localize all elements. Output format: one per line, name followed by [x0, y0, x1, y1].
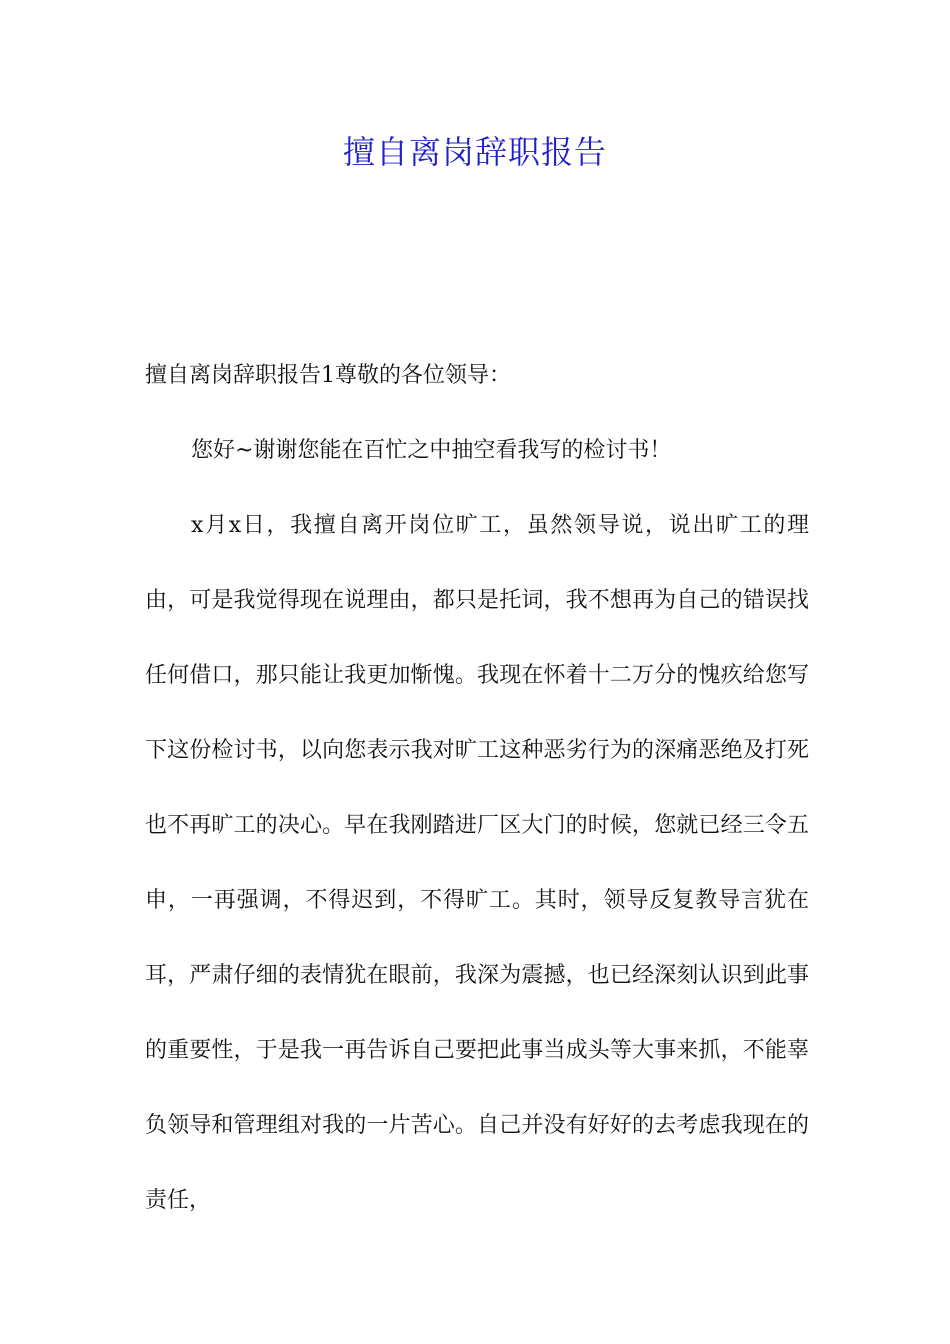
greeting-paragraph: 您好~谢谢您能在百忙之中抽空看我写的检讨书！: [191, 438, 672, 463]
body-paragraph: x月x日，我擅自离开岗位旷工，虽然领导说，说出旷工的理由，可是我觉得现在说理由，都只是托词，我不想再为自己的错误找任何借口，那只能让我更加惭愧。我现在怀着十二万分的愧疚给您写下这份检讨书，以向您表示我对旷工这种恶劣行为的深痛恶绝及打死也不再旷工的决心。早在我刚踏进厂区大门的时候，您就已经三令五申，一再强调，不得迟到，不得旷工。其时，领导反复教导言犹在耳，严肃仔细的表情犹在眼前，我深为震撼，也已经深刻认识到此事的重要性，于是我一再告诉自己要把此事当成头等大事来抓，不能辜负领导和管理组对我的一片苦心。自己并没有好好的去考虑我现在的责任，: [145, 513, 809, 1213]
salutation-paragraph: 擅自离岗辞职报告1尊敬的各位领导：: [145, 363, 511, 388]
document-title: 擅自离岗辞职报告: [342, 133, 607, 171]
document-body: [145, 338, 809, 1238]
